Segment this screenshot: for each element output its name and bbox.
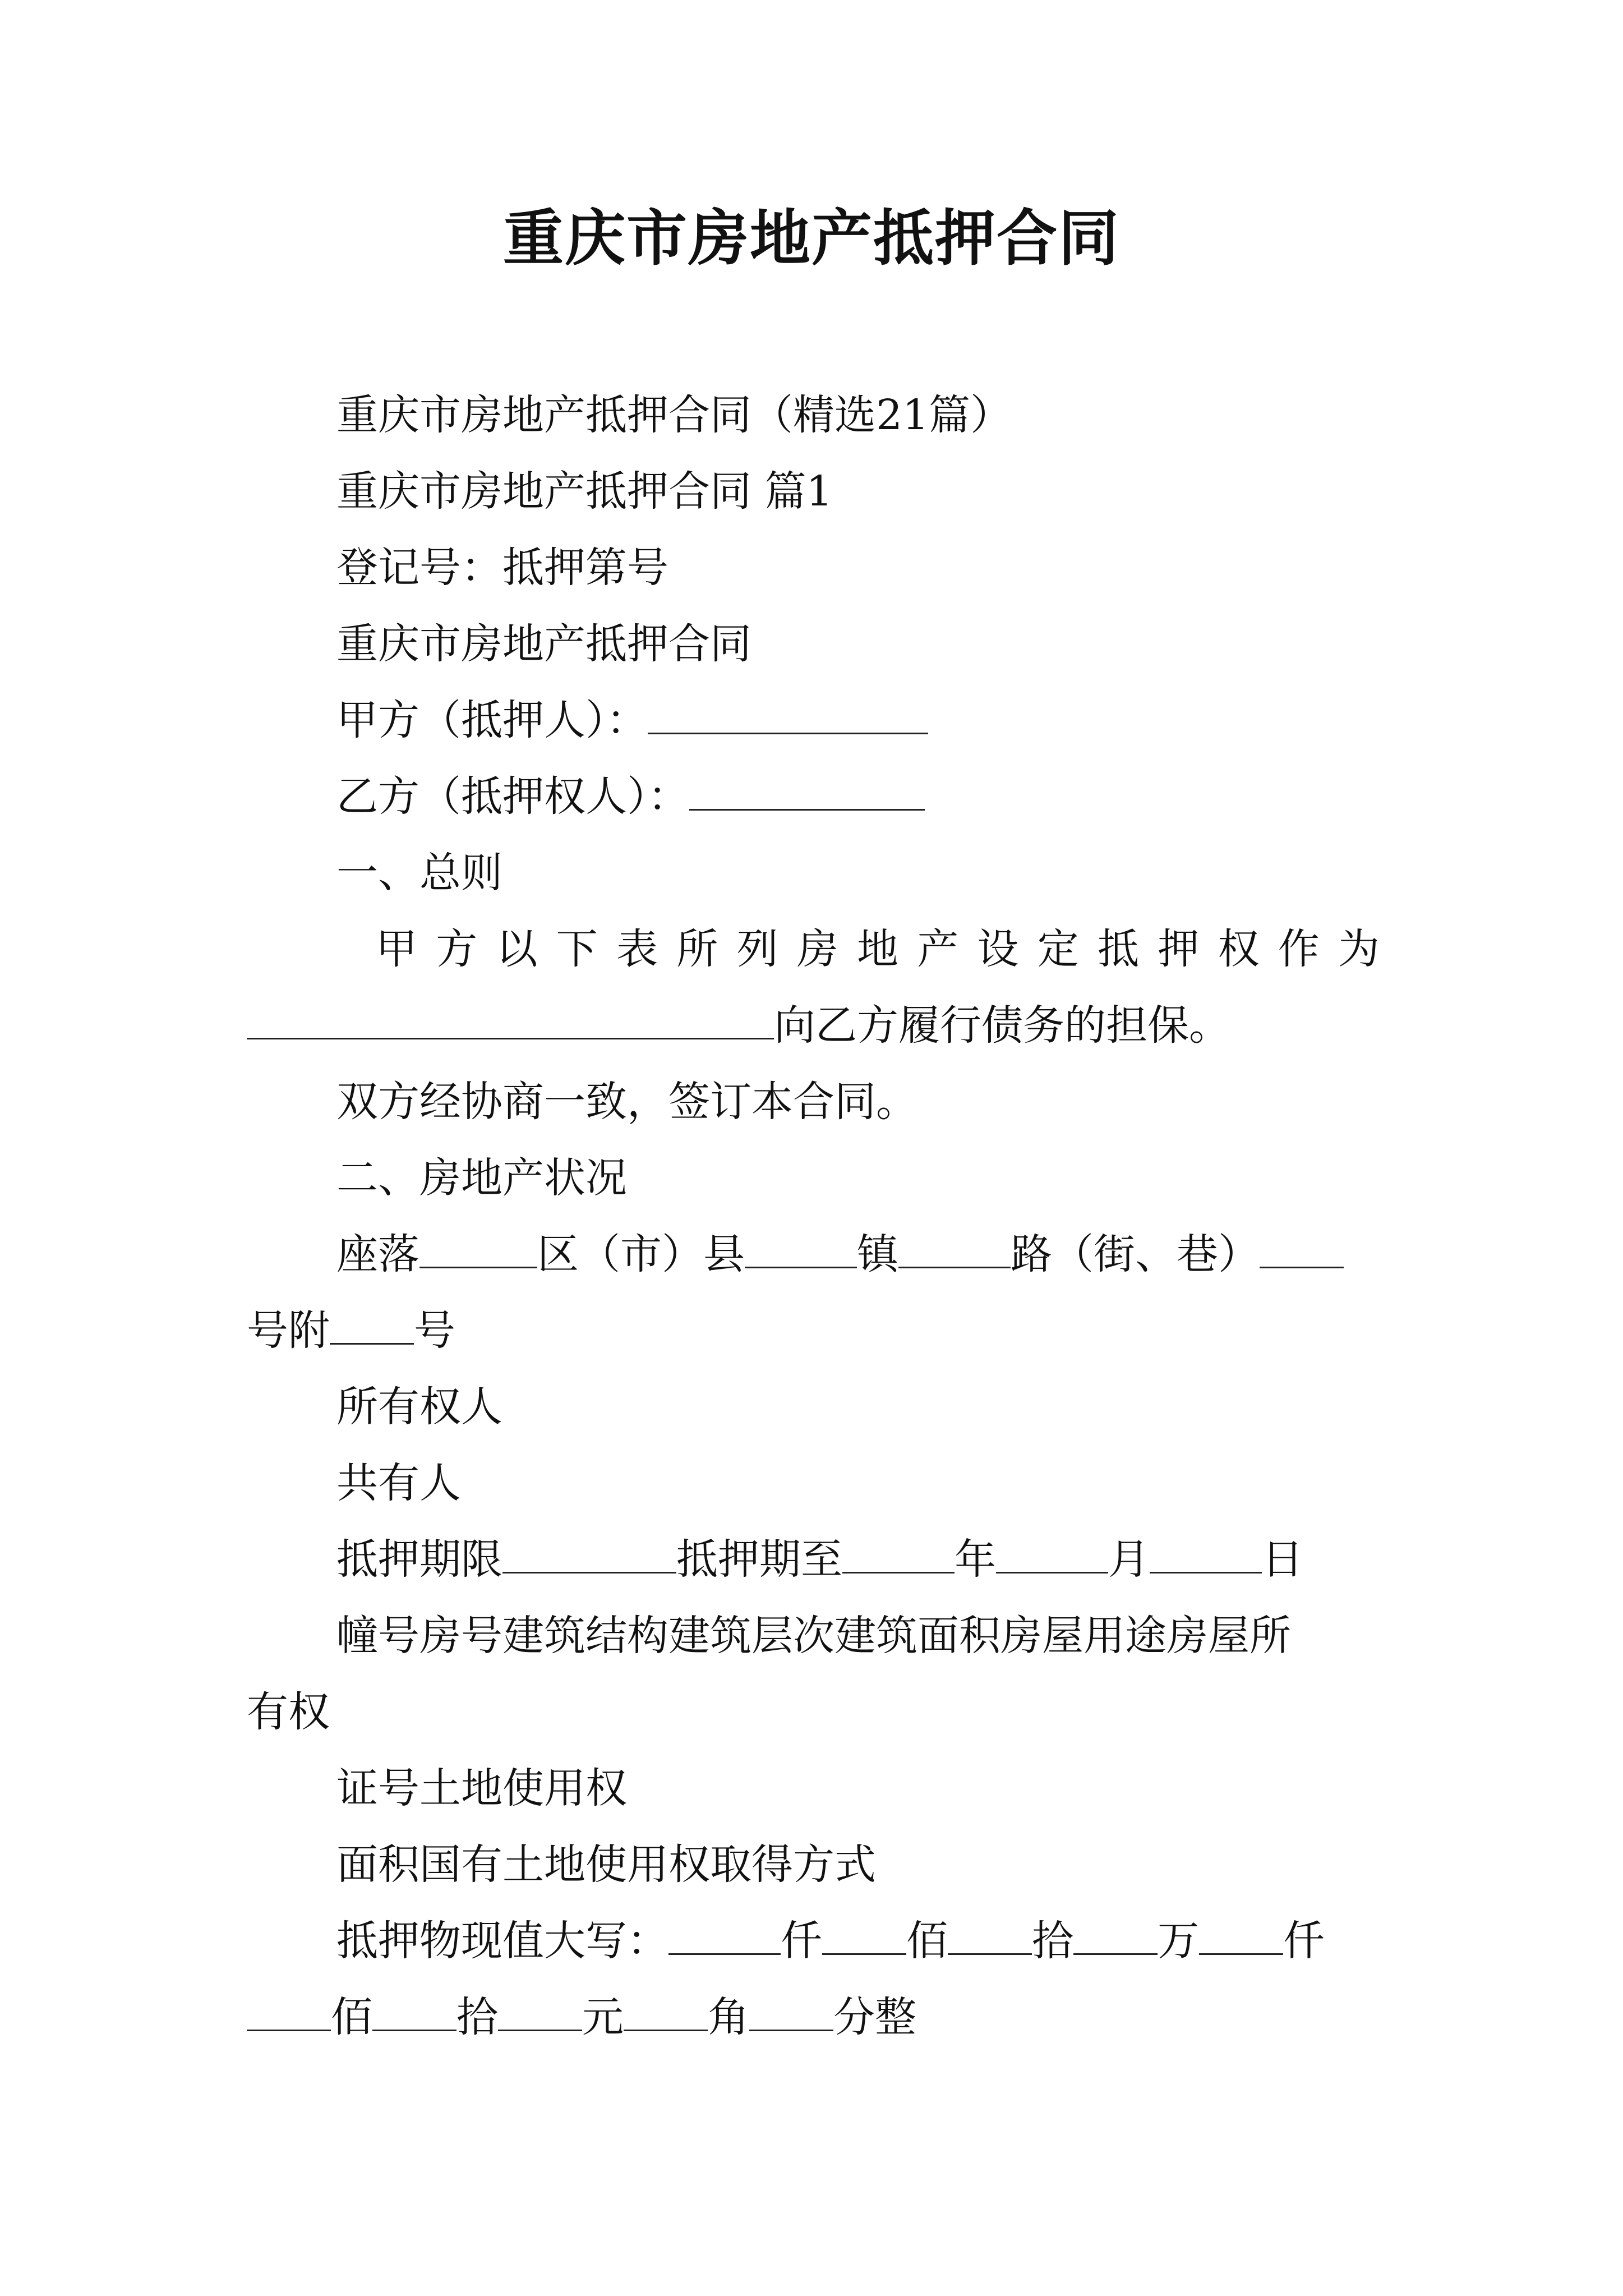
party-a-label: 甲方（抵押人）： (336, 696, 648, 744)
road-blank[interactable] (898, 1226, 1011, 1268)
party-a-blank[interactable] (648, 692, 928, 734)
document-title: 重庆市房地产抵押合同 (502, 203, 1120, 274)
district-blank[interactable] (419, 1226, 537, 1268)
value-unit: 拾 (457, 1993, 498, 2041)
party-b-line (336, 769, 925, 825)
char: 表 (616, 925, 658, 973)
year-blank[interactable] (842, 1531, 955, 1573)
term-blank[interactable] (502, 1531, 676, 1573)
party-b-blank[interactable] (689, 769, 925, 811)
value-line-2 (247, 1989, 916, 2045)
char: 产 (917, 925, 959, 973)
char: 定 (1037, 925, 1079, 973)
value-unit: 佰 (331, 1993, 372, 2041)
char: 押 (1158, 925, 1200, 973)
value-unit: 万 (1158, 1917, 1199, 1965)
number-suffix: 号 (414, 1306, 455, 1355)
cert-line: 证号土地使用权 (336, 1764, 627, 1812)
value-blank[interactable] (668, 1913, 781, 1955)
char: 下 (556, 925, 598, 973)
document-subtitle: 重庆市房地产抵押合同（精选21篇） (336, 391, 1012, 439)
value-blank[interactable] (749, 1989, 833, 2031)
value-unit: 佰 (906, 1917, 948, 1965)
town-label: 镇 (857, 1230, 898, 1278)
value-blank[interactable] (498, 1989, 582, 2031)
value-blank[interactable] (948, 1913, 1032, 1955)
value-blank[interactable] (822, 1913, 906, 1955)
month-blank[interactable] (996, 1531, 1108, 1573)
value-unit: 分整 (833, 1993, 916, 2041)
value-unit: 仟 (1283, 1917, 1325, 1965)
attached-number-label: 号附 (247, 1306, 330, 1355)
char: 抵 (1098, 925, 1139, 973)
co-owner-label: 共有人 (336, 1459, 461, 1507)
section1-heading: 一、总则 (336, 849, 502, 897)
property-fields-line2: 有权 (247, 1688, 330, 1736)
value-blank[interactable] (1073, 1913, 1158, 1955)
char: 作 (1278, 925, 1320, 973)
party-a-line (336, 692, 928, 748)
value-unit: 元 (582, 1993, 624, 2041)
char: 为 (1338, 925, 1380, 973)
term-label: 抵押期限 (336, 1535, 502, 1584)
property-fields-line1: 幢号房号建筑结构建筑层次建筑面积房屋用途房屋所 (336, 1612, 1291, 1660)
char: 所 (676, 925, 718, 973)
road-label: 路（街、巷） (1011, 1230, 1260, 1278)
location-line-2 (247, 1303, 455, 1359)
section1-line1 (376, 921, 1380, 977)
section2-heading: 二、房地产状况 (336, 1154, 627, 1202)
value-line (336, 1913, 1325, 1969)
value-unit: 仟 (781, 1917, 822, 1965)
contract-name: 重庆市房地产抵押合同 (336, 620, 751, 668)
value-label: 抵押物现值大写： (336, 1917, 668, 1965)
char: 以 (496, 925, 538, 973)
char: 列 (736, 925, 778, 973)
char: 设 (977, 925, 1019, 973)
value-blank[interactable] (1199, 1913, 1283, 1955)
section1-line2-text: 向乙方履行债务的担保。 (774, 1001, 1230, 1050)
day-blank[interactable] (1150, 1531, 1262, 1573)
month-label: 月 (1108, 1535, 1150, 1584)
town-blank[interactable] (745, 1226, 857, 1268)
value-blank[interactable] (247, 1989, 331, 2031)
location-label: 座落 (336, 1230, 419, 1278)
district-label: 区（市）县 (537, 1230, 745, 1278)
char: 方 (436, 925, 478, 973)
number-blank[interactable] (1260, 1226, 1344, 1268)
term-line (336, 1531, 1303, 1588)
registration-number: 登记号：抵押第号 (336, 544, 668, 592)
obligation-blank[interactable] (247, 997, 774, 1039)
attached-number-blank[interactable] (330, 1303, 414, 1345)
value-blank[interactable] (624, 1989, 708, 2031)
term-end-label: 抵押期至 (676, 1535, 842, 1584)
char: 权 (1218, 925, 1260, 973)
location-line (336, 1226, 1344, 1282)
piece-heading: 重庆市房地产抵押合同 篇1 (336, 467, 833, 516)
day-label: 日 (1262, 1535, 1303, 1584)
value-unit: 角 (708, 1993, 749, 2041)
value-unit: 拾 (1032, 1917, 1073, 1965)
owner-label: 所有权人 (336, 1383, 502, 1431)
char: 甲 (376, 925, 417, 973)
section1-agreement: 双方经协商一致，签订本合同。 (336, 1078, 917, 1126)
section1-line2 (247, 997, 1230, 1053)
party-b-label: 乙方（抵押权人）： (336, 772, 689, 821)
year-label: 年 (955, 1535, 996, 1584)
char: 地 (857, 925, 898, 973)
char: 房 (796, 925, 838, 973)
value-blank[interactable] (372, 1989, 457, 2031)
land-line: 面积国有土地使用权取得方式 (336, 1841, 876, 1889)
